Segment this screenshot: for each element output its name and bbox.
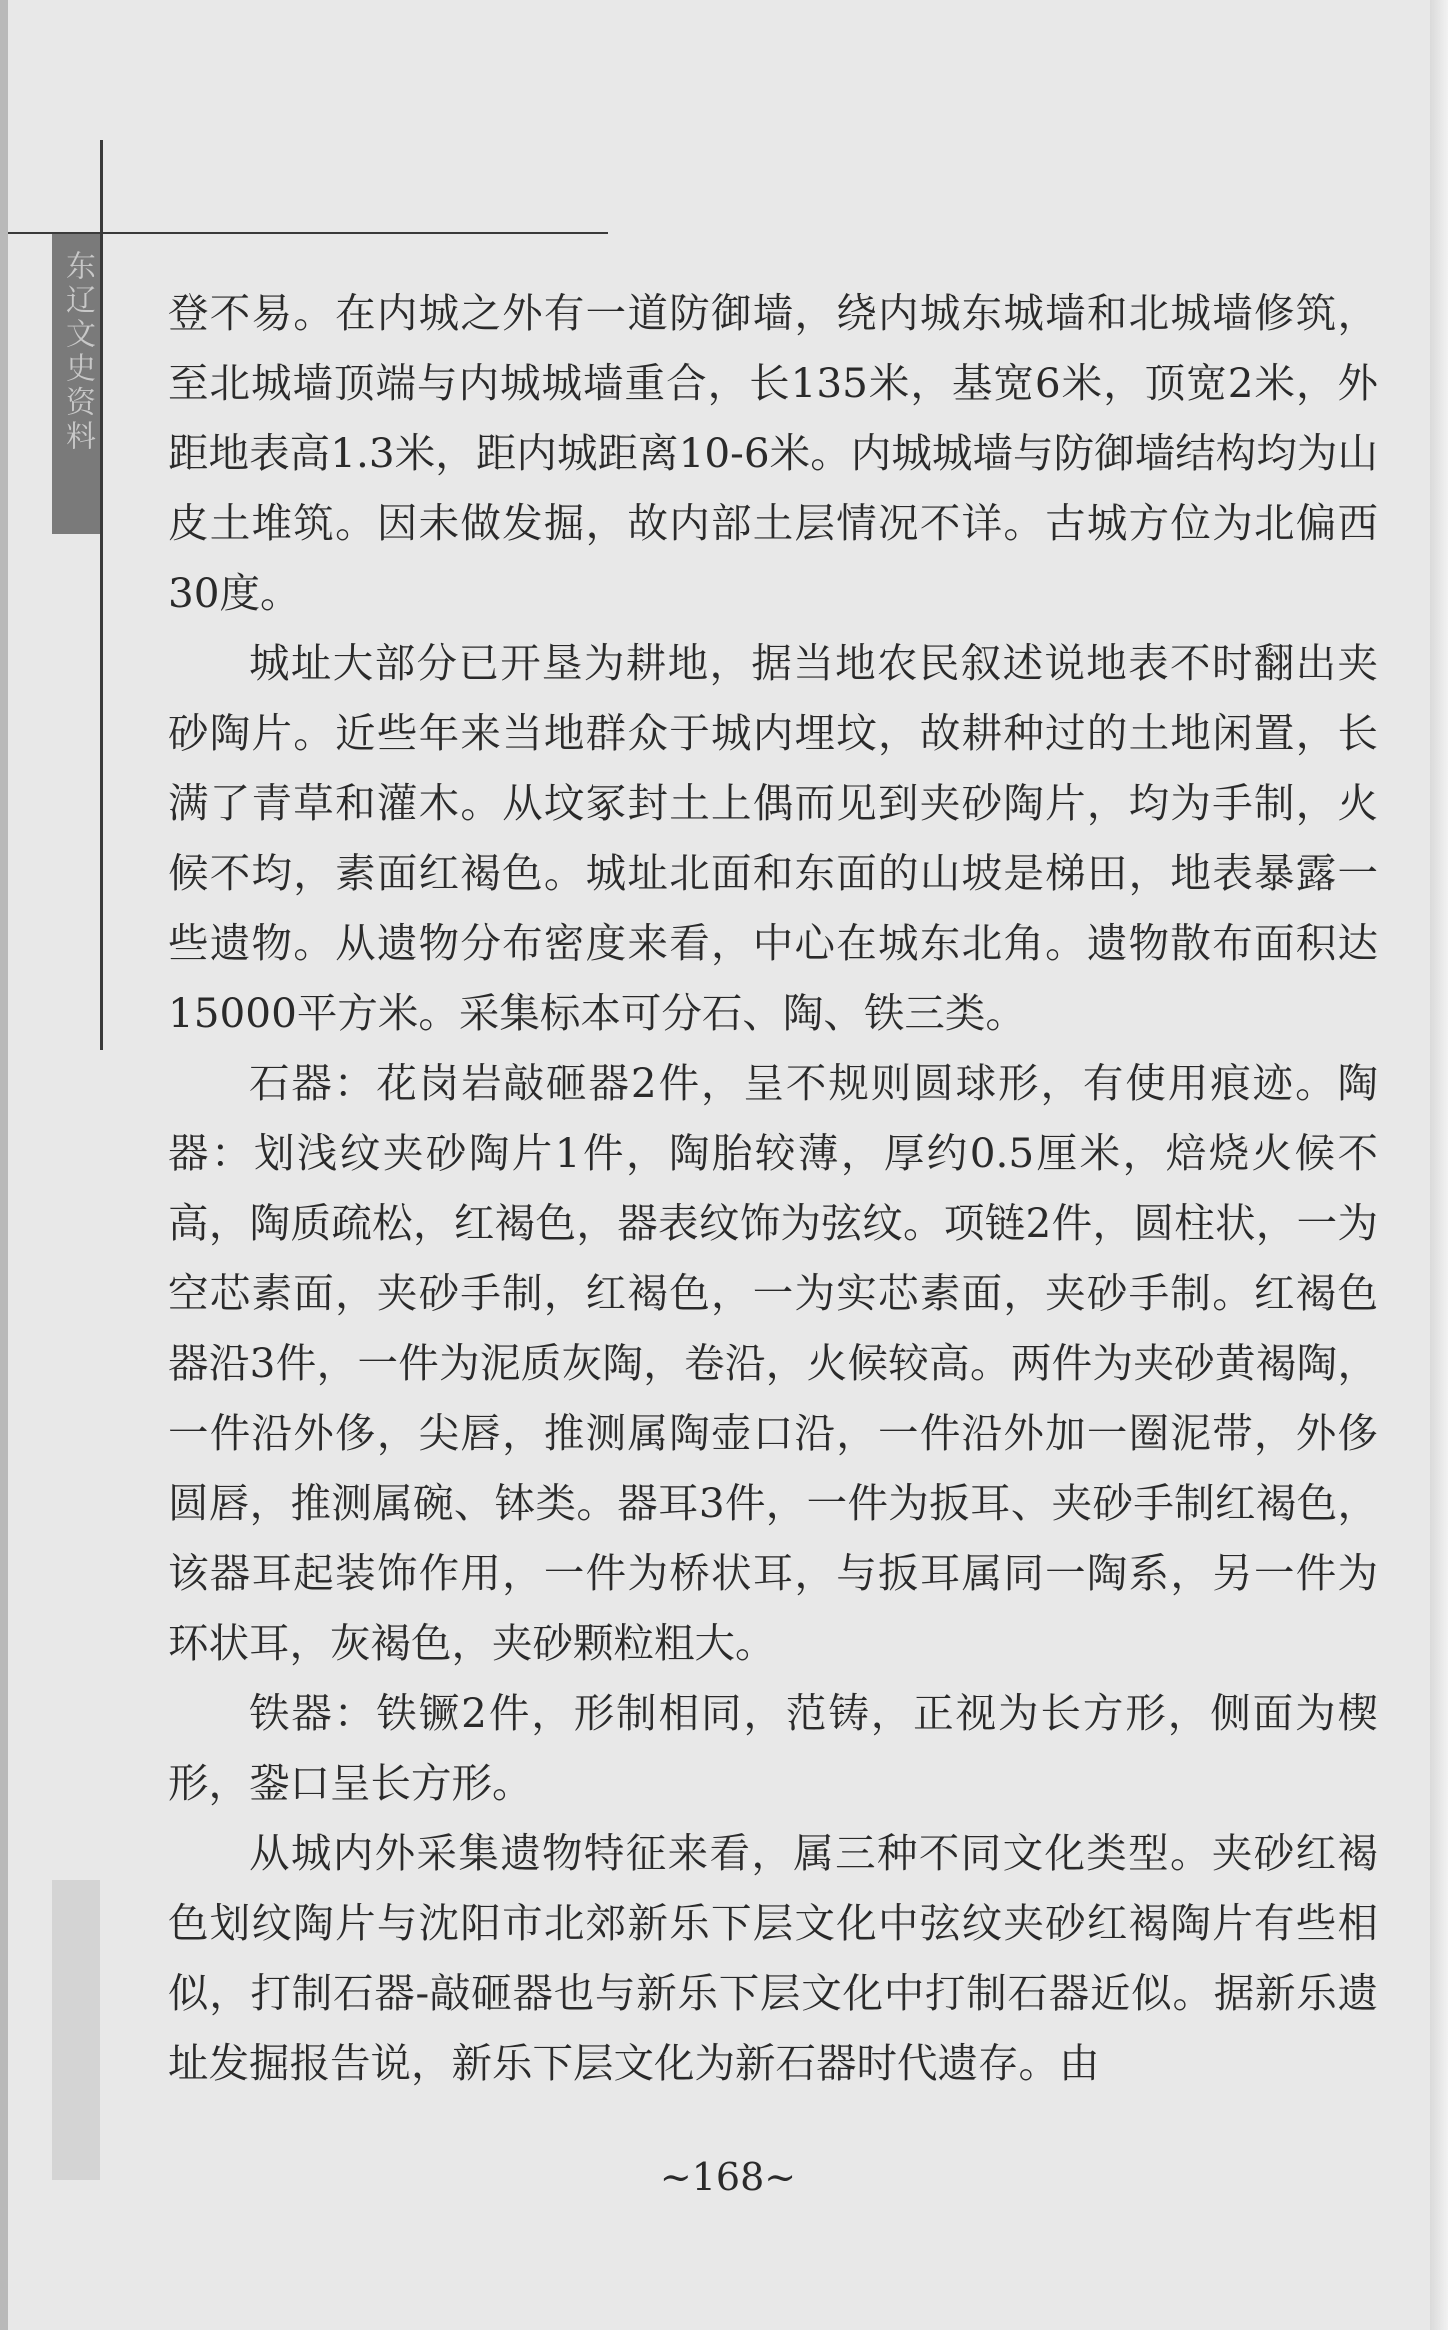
paragraph: 从城内外采集遗物特征来看，属三种不同文化类型。夹砂红褐色划纹陶片与沈阳市北郊新乐下层文化中弦纹夹砂红褐陶片有些相似，打制石器-敲砸器也与新乐下层文化中打制石器近似。据新乐遗址发掘报告说，新乐下层文化为新石器时代遗存。由 xyxy=(168,1829,1378,2087)
paragraph: 城址大部分已开垦为耕地，据当地农民叙述说地表不时翻出夹砂陶片。近些年来当地群众于城内埋坟，故耕种过的土地闲置，长满了青草和灌木。从坟冢封土上偶而见到夹砂陶片，均为手制，火候不均，素面红褐色。城址北面和东面的山坡是梯田，地表暴露一些遗物。从遗物分布密度来看，中心在城东北角。遗物散布面积达15000平方米。采集标本可分石、陶、铁三类。 xyxy=(168,639,1378,1037)
paragraph: 石器：花岗岩敲砸器2件，呈不规则圆球形，有使用痕迹。陶器：划浅纹夹砂陶片1件，陶胎较薄，厚约0.5厘米，焙烧火候不高，陶质疏松，红褐色，器表纹饰为弦纹。项链2件，圆柱状，一为空芯素面，夹砂手制，红褐色，一为实芯素面，夹砂手制。红褐色器沿3件，一件为泥质灰陶，卷沿，火候较高。两件为夹砂黄褐陶，一件沿外侈，尖唇，推测属陶壶口沿，一件沿外加一圈泥带，外侈圆唇，推测属碗、钵类。器耳3件，一件为扳耳、夹砂手制红褐色，该器耳起装饰作用，一件为桥状耳，与扳耳属同一陶系，另一件为环状耳，灰褐色，夹砂颗粒粗大。 xyxy=(168,1059,1378,1667)
body-text xyxy=(168,278,1378,2098)
page-number: ~168~ xyxy=(659,2155,797,2199)
book-page xyxy=(8,0,1448,2330)
paragraph: 登不易。在内城之外有一道防御墙，绕内城东城墙和北城墙修筑，至北城墙顶端与内城城墙重合，长135米，基宽6米，顶宽2米，外距地表高1.3米，距内城距离10-6米。内城城墙与防御墙结构均为山皮土堆筑。因未做发掘，故内部土层情况不详。古城方位为北偏西30度。 xyxy=(168,289,1378,617)
side-tab-label: 东辽文史资料 xyxy=(60,250,95,454)
paragraph: 铁器：铁镢2件，形制相同，范铸，正视为长方形，侧面为楔形，銎口呈长方形。 xyxy=(168,1689,1378,1807)
header-vertical-rule xyxy=(100,140,103,1050)
page-edge-shadow xyxy=(1430,0,1448,2330)
margin-shade xyxy=(52,1880,100,2180)
